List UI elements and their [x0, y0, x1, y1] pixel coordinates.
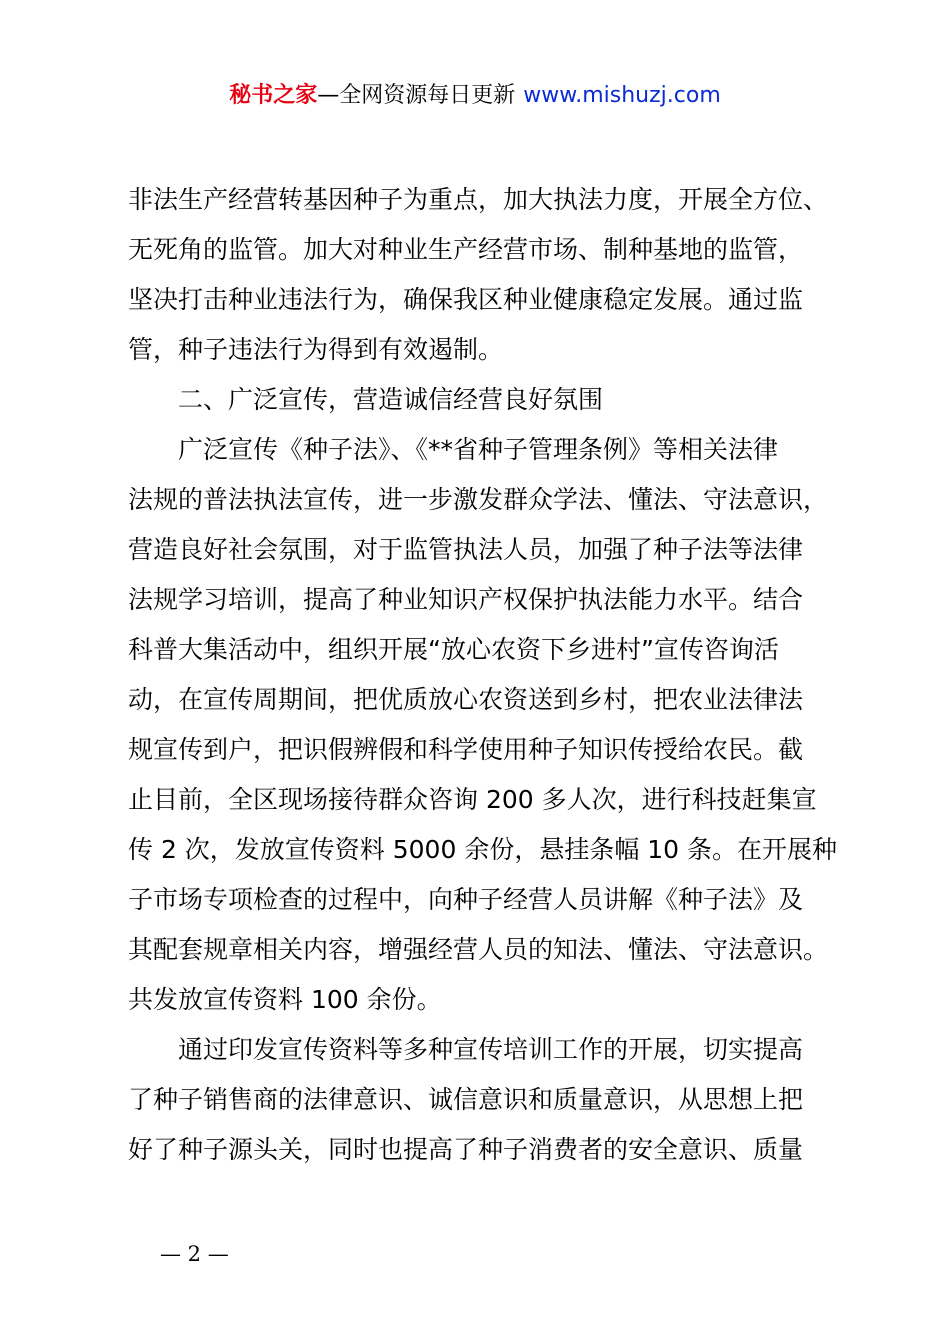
site-banner: [0, 80, 950, 112]
body-text-line: 法规学习培训，提高了种业知识产权保护执法能力水平。结合: [128, 585, 804, 614]
body-text-line: 营造良好社会氛围，对于监管执法人员，加强了种子法等法律: [128, 535, 804, 564]
body-text-line: 子市场专项检查的过程中，向种子经营人员讲解《种子法》及: [128, 885, 804, 914]
body-text-line: 通过印发宣传资料等多种宣传培训工作的开展，切实提高: [178, 1035, 804, 1064]
body-text-line: 非法生产经营转基因种子为重点，加大执法力度，开展全方位、: [128, 185, 829, 214]
body-text-line: 管，种子违法行为得到有效遏制。: [128, 335, 504, 364]
body-text-line: 科普大集活动中，组织开展“放心农资下乡进村”宣传咨询活: [128, 635, 779, 664]
body-text-line: 动，在宣传周期间，把优质放心农资送到乡村，把农业法律法: [128, 685, 804, 714]
site-url-link[interactable]: www.mishuzj.com: [523, 83, 721, 108]
banner-slogan: —全网资源每日更新: [317, 83, 516, 108]
brand-name: 秘书之家: [229, 83, 318, 108]
body-text-line: 坚决打击种业违法行为，确保我区种业健康稳定发展。通过监: [128, 285, 804, 314]
body-text-line: 了种子销售商的法律意识、诚信意识和质量意识，从思想上把: [128, 1085, 804, 1114]
section-heading: 二、广泛宣传，营造诚信经营良好氛围: [178, 385, 604, 414]
body-text-line: 止目前，全区现场接待群众咨询 200 多人次，进行科技赶集宣: [128, 785, 817, 814]
body-text-line: 规宣传到户，把识假辨假和科学使用种子知识传授给农民。截: [128, 735, 804, 764]
body-text-line: 好了种子源头关，同时也提高了种子消费者的安全意识、质量: [128, 1135, 804, 1164]
body-text-line: 传 2 次，发放宣传资料 5000 余份，悬挂条幅 10 条。在开展种: [128, 835, 838, 864]
body-text-line: 广泛宣传《种子法》、《**省种子管理条例》等相关法律: [178, 435, 779, 464]
page-number: — 2 —: [160, 1242, 229, 1266]
body-text-line: 法规的普法执法宣传，进一步激发群众学法、懂法、守法意识，: [128, 485, 829, 514]
body-text-line: 无死角的监管。加大对种业生产经营市场、制种基地的监管，: [128, 235, 804, 264]
body-text-line: 共发放宣传资料 100 余份。: [128, 985, 442, 1014]
body-text-line: 其配套规章相关内容，增强经营人员的知法、懂法、守法意识。: [128, 935, 829, 964]
